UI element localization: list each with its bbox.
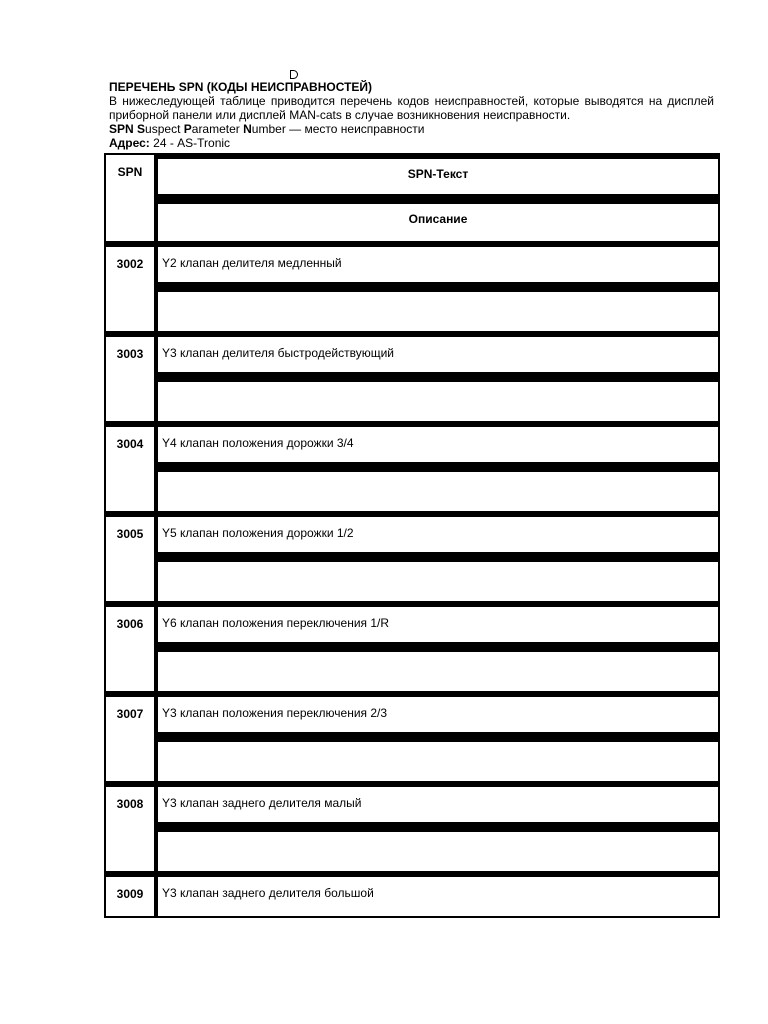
- table-header-row: [106, 155, 718, 241]
- spn-description-cell: [158, 742, 718, 781]
- document-marker-icon: [290, 70, 298, 79]
- spn-letter-p: P: [183, 122, 192, 136]
- header-spn-cell: SPN: [106, 155, 154, 241]
- spn-code-cell: 3002: [106, 247, 154, 331]
- table-row: [106, 427, 718, 511]
- document-title: ПЕРЕЧЕНЬ SPN (КОДЫ НЕИСПРАВНОСТЕЙ): [109, 80, 373, 94]
- spn-description-cell: [158, 832, 718, 871]
- spn-letter-s: S: [137, 122, 146, 136]
- spn-code-cell: 3005: [106, 517, 154, 601]
- table-row: [106, 877, 718, 916]
- spn-code-cell: 3004: [106, 427, 154, 511]
- spn-text-cell: Y4 клапан положения дорожки 3/4: [158, 427, 718, 462]
- spn-abbrev: SPN: [109, 122, 134, 136]
- spn-word-umber: umber — место неисправности: [251, 122, 425, 136]
- spn-word-uspect: uspect: [145, 122, 184, 136]
- spn-description-cell: [158, 292, 718, 331]
- table-row: [106, 787, 718, 871]
- table-row: [106, 337, 718, 421]
- spn-text-cell: Y3 клапан положения переключения 2/3: [158, 697, 718, 732]
- spn-text-cell: Y3 клапан делителя быстродействующий: [158, 337, 718, 372]
- address-label: Адрес:: [109, 136, 150, 150]
- spn-table: [104, 153, 720, 918]
- spn-text-cell: Y3 клапан заднего делителя малый: [158, 787, 718, 822]
- spn-description-cell: [158, 652, 718, 691]
- spn-text-cell: Y6 клапан положения переключения 1/R: [158, 607, 718, 642]
- spn-letter-n: N: [243, 122, 252, 136]
- spn-text-cell: Y2 клапан делителя медленный: [158, 247, 718, 282]
- address-line: [109, 136, 714, 150]
- spn-code-cell: 3003: [106, 337, 154, 421]
- spn-definition: [109, 122, 714, 136]
- spn-code-cell: 3006: [106, 607, 154, 691]
- spn-text-cell: Y5 клапан положения дорожки 1/2: [158, 517, 718, 552]
- document-header: [109, 80, 714, 150]
- spn-code-cell: 3008: [106, 787, 154, 871]
- header-description-cell: Описание: [158, 204, 718, 241]
- address-value: 24 - AS-Tronic: [149, 136, 231, 150]
- table-row: [106, 247, 718, 331]
- table-row: [106, 697, 718, 781]
- spn-description-cell: [158, 472, 718, 511]
- document-intro: В нижеследующей таблице приводится перечень кодов неисправностей, которые выводятся на дисплей приборной панели или дисплей MAN-cats в случае возникновения неисправности.: [109, 94, 714, 122]
- spn-text-cell: Y3 клапан заднего делителя большой: [158, 877, 718, 916]
- header-spn-text-cell: SPN-Текст: [158, 159, 718, 194]
- spn-description-cell: [158, 382, 718, 421]
- spn-code-cell: 3009: [106, 877, 154, 916]
- spn-word-arameter: arameter: [191, 122, 244, 136]
- table-row: [106, 517, 718, 601]
- table-row: [106, 607, 718, 691]
- spn-code-cell: 3007: [106, 697, 154, 781]
- spn-description-cell: [158, 562, 718, 601]
